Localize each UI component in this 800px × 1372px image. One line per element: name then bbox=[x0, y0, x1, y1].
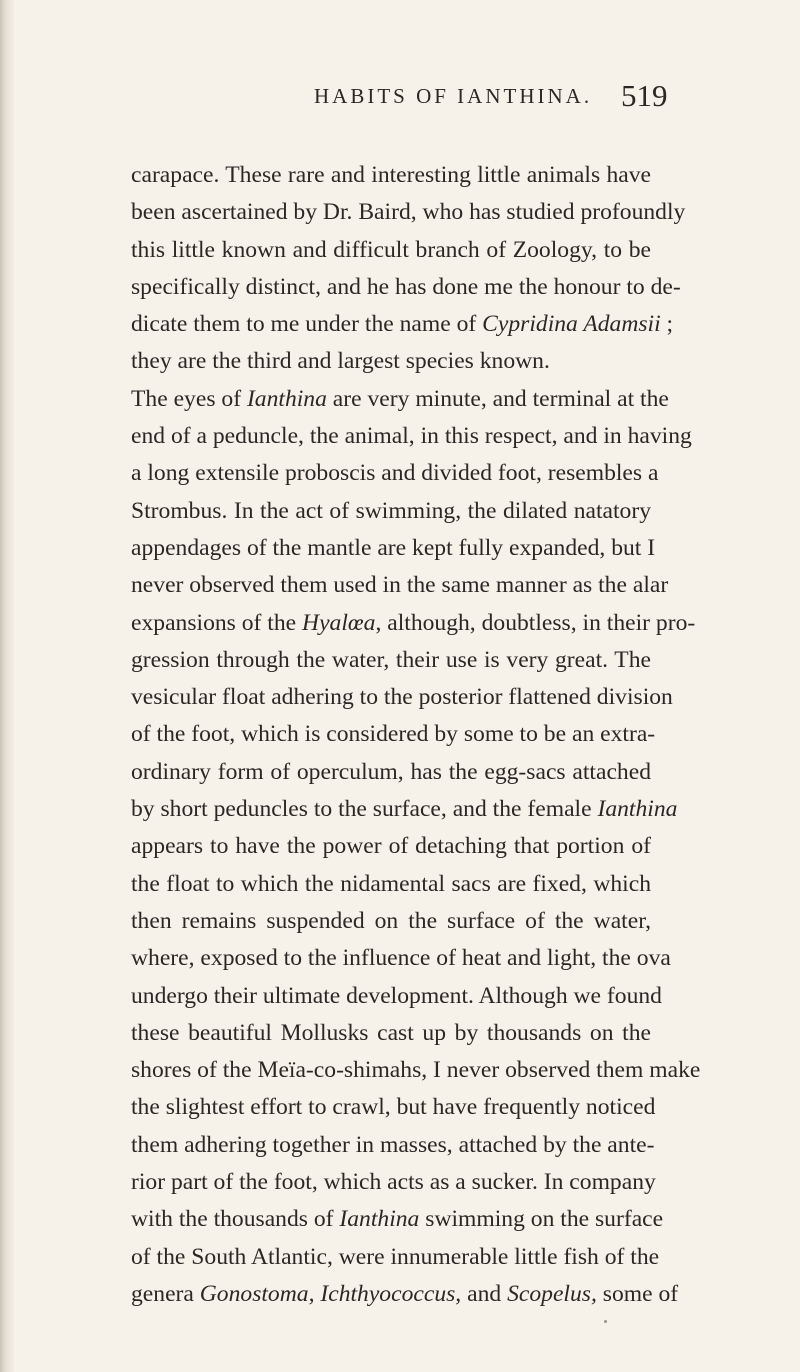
body-text bbox=[131, 157, 701, 1313]
text-run: rior part of the foot, which acts as a sucker. In company bbox=[131, 1169, 656, 1196]
text-run: ordinary form of operculum, has the egg-sacs attached bbox=[131, 758, 651, 785]
text-run: The eyes of bbox=[131, 385, 247, 412]
text-line bbox=[131, 1201, 664, 1238]
text-run: a long extensile proboscis and divided foot, resembles a bbox=[131, 460, 659, 487]
text-line bbox=[131, 605, 696, 642]
text-line bbox=[131, 343, 651, 380]
italic-term: Gonostoma, Ichthyococcus, bbox=[199, 1280, 462, 1307]
text-run: end of a peduncle, the animal, in this respect, and in having bbox=[131, 423, 692, 450]
text-line bbox=[131, 1052, 701, 1089]
text-run: been ascertained by Dr. Baird, who has studied profoundly bbox=[131, 199, 686, 226]
text-line bbox=[131, 978, 662, 1015]
text-run: shores of the Meïa-co-shimahs, I never observed them make bbox=[131, 1057, 701, 1084]
text-run: this little known and difficult branch of Zoology, to be bbox=[131, 236, 651, 263]
text-line bbox=[131, 940, 671, 977]
text-run: appears to have the power of detaching that portion of bbox=[131, 833, 651, 860]
page-number: 519 bbox=[621, 78, 668, 113]
text-line bbox=[131, 530, 656, 567]
text-run: dicate them to me under the name of bbox=[131, 311, 483, 338]
text-line bbox=[131, 567, 669, 604]
text-run: carapace. These rare and interesting little animals have bbox=[131, 162, 651, 188]
italic-term: Ianthina bbox=[246, 385, 327, 412]
text-line bbox=[131, 1015, 651, 1052]
text-run: never observed them used in the same manner as the alar bbox=[131, 572, 669, 599]
text-line bbox=[131, 828, 651, 865]
running-head-title: HABITS OF IANTHINA. bbox=[314, 84, 593, 108]
text-line bbox=[131, 493, 651, 530]
text-run: gression through the water, their use is very great. The bbox=[131, 646, 651, 673]
text-line bbox=[131, 1164, 656, 1201]
paper-speck bbox=[604, 1320, 607, 1323]
text-run: ; bbox=[660, 311, 674, 338]
text-line bbox=[131, 455, 659, 492]
text-run: appendages of the mantle are kept fully expanded, but I bbox=[131, 534, 656, 561]
text-run: some of bbox=[596, 1280, 679, 1307]
text-line bbox=[131, 679, 673, 716]
text-line bbox=[131, 903, 651, 940]
text-run: they are the third and largest species known. bbox=[131, 348, 550, 375]
text-run: , although, doubtless, in their pro- bbox=[375, 609, 696, 636]
text-run: of the foot, which is considered by some to be an extra- bbox=[131, 721, 656, 748]
text-line bbox=[131, 381, 669, 418]
page-binding-shadow bbox=[0, 0, 14, 1372]
text-line bbox=[131, 1239, 660, 1276]
text-run: vesicular float adhering to the posterior flattened division bbox=[131, 684, 673, 711]
text-run: by short peduncles to the surface, and the female bbox=[131, 796, 598, 823]
text-run: and bbox=[461, 1280, 508, 1307]
text-line bbox=[131, 754, 651, 791]
text-line bbox=[131, 269, 681, 306]
text-line bbox=[131, 1276, 679, 1313]
text-run: genera bbox=[131, 1280, 200, 1307]
italic-term: Scopelus, bbox=[507, 1280, 597, 1307]
text-run: are very minute, and terminal at the bbox=[326, 385, 669, 412]
text-run: then remains suspended on the surface of the water, bbox=[131, 907, 651, 934]
text-run: Strombus. In the act of swimming, the dilated natatory bbox=[131, 497, 651, 524]
text-run: swimming on the surface bbox=[419, 1206, 664, 1233]
text-line bbox=[131, 194, 686, 231]
text-line bbox=[131, 232, 651, 269]
text-line bbox=[131, 306, 674, 343]
text-line bbox=[131, 418, 692, 455]
text-run: where, exposed to the influence of heat and light, the ova bbox=[131, 945, 671, 972]
text-run: undergo their ultimate development. Although we found bbox=[131, 982, 662, 1009]
running-head bbox=[0, 78, 800, 118]
text-run: with the thousands of bbox=[131, 1206, 340, 1233]
text-line bbox=[131, 1089, 656, 1126]
text-line bbox=[131, 791, 678, 828]
italic-term: Ianthina bbox=[597, 796, 678, 823]
text-line bbox=[131, 157, 651, 194]
text-line bbox=[131, 716, 656, 753]
text-line bbox=[131, 642, 651, 679]
italic-term: Ianthina bbox=[339, 1206, 420, 1233]
text-line bbox=[131, 866, 651, 903]
text-run: these beautiful Mollusks cast up by thousands on the bbox=[131, 1019, 651, 1046]
italic-term: Cypridina Adamsii bbox=[482, 311, 661, 338]
text-run: the slightest effort to crawl, but have frequently noticed bbox=[131, 1094, 656, 1121]
text-run: specifically distinct, and he has done me the honour to de- bbox=[131, 273, 681, 300]
text-run: expansions of the bbox=[131, 609, 303, 636]
text-run: the float to which the nidamental sacs are fixed, which bbox=[131, 870, 651, 897]
text-line bbox=[131, 1127, 655, 1164]
italic-term: Hyalœa bbox=[302, 609, 376, 636]
text-run: them adhering together in masses, attached by the ante- bbox=[131, 1131, 655, 1158]
text-run: of the South Atlantic, were innumerable little fish of the bbox=[131, 1243, 660, 1270]
